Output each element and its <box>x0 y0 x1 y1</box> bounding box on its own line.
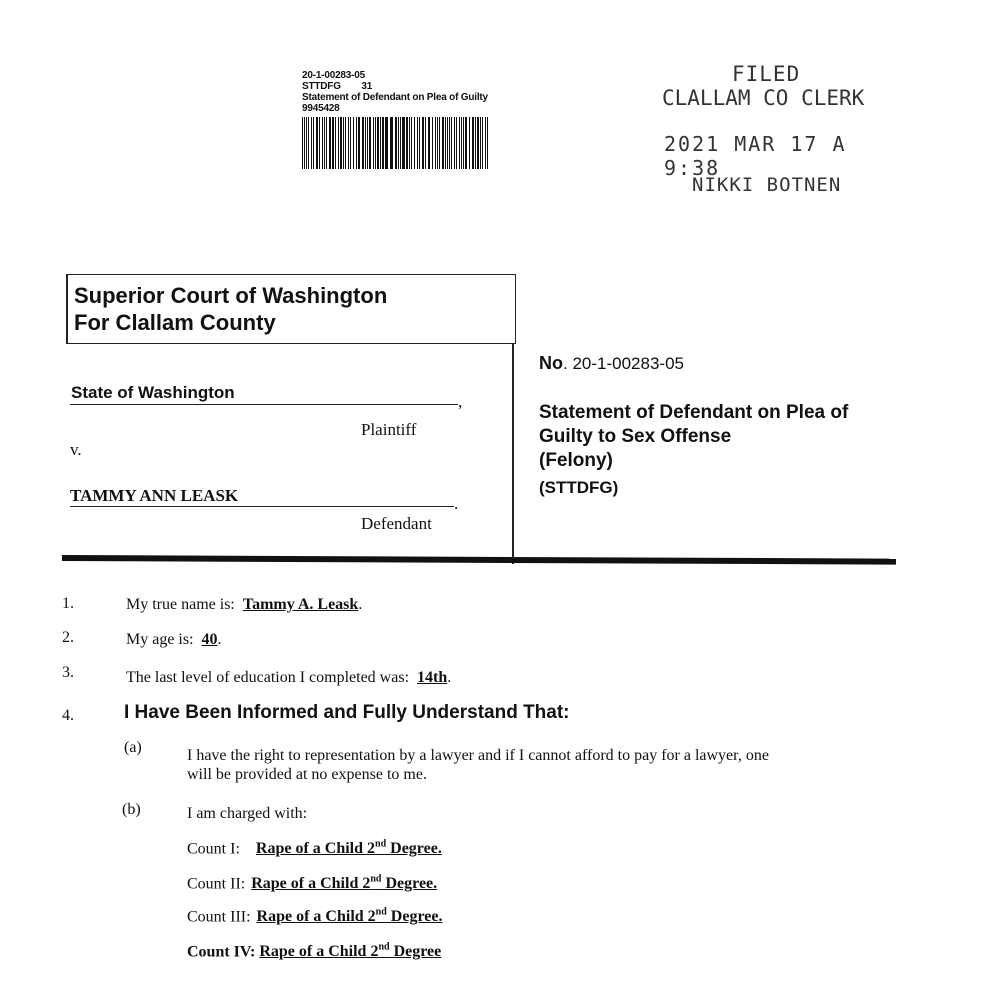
stamp-clerk-name: NIKKI BOTNEN <box>692 174 842 196</box>
item-3 <box>126 669 451 687</box>
document-title <box>539 401 848 473</box>
case-number <box>539 353 684 374</box>
court-county: For Clallam County <box>74 310 276 335</box>
plaintiff-name: State of Washington <box>71 383 235 402</box>
document-code: (STTDFG) <box>539 478 619 497</box>
count-3-sup: nd <box>375 907 387 918</box>
count-3-label: Count III: <box>187 908 251 926</box>
item-1-number: 1. <box>62 595 74 612</box>
item-4b-text: I am charged with: <box>187 805 308 822</box>
item-1-end: . <box>358 596 363 613</box>
stamp-filed: FILED <box>732 62 801 86</box>
count-2-sup: nd <box>370 874 382 885</box>
item-4a-text <box>187 746 769 784</box>
stamp-datetime: 2021 MAR 17 A 9:38 <box>664 132 847 180</box>
barcode-doc-code-text: STTDFG <box>302 81 341 92</box>
versus: v. <box>70 440 82 459</box>
plaintiff-underline <box>70 404 458 405</box>
section-divider <box>62 555 896 565</box>
barcode-doc-number: 31 <box>361 81 373 92</box>
education-value: 14th <box>417 669 448 686</box>
count-4-charge-text: Rape of a Child 2 <box>259 943 379 961</box>
defendant-label: Defendant <box>361 514 432 533</box>
plaintiff-comma: , <box>458 392 463 411</box>
item-3-end: . <box>447 669 452 686</box>
defendant-period: . <box>454 494 459 513</box>
barcode-doc-title: Statement of Defendant on Plea of Guilty <box>302 92 488 103</box>
count-3-charge-rest: Degree. <box>386 908 443 926</box>
item-2-end: . <box>217 631 222 648</box>
item-2-text: My age is: <box>126 631 194 648</box>
count-1-charge-text: Rape of a Child 2 <box>255 840 376 858</box>
count-1-charge <box>256 840 442 857</box>
barcode-id: 9945428 <box>302 103 340 114</box>
count-1-charge-rest: Degree. <box>386 840 442 858</box>
count-1-label: Count I: <box>187 840 240 858</box>
section-4-heading: I Have Been Informed and Fully Understand That: <box>124 702 570 723</box>
defendant-name: TAMMY ANN LEASK <box>70 486 239 505</box>
item-2 <box>126 631 222 649</box>
item-1 <box>126 596 362 614</box>
count-1-sup: nd <box>375 839 387 850</box>
true-name-value: Tammy A. Leask <box>242 596 359 613</box>
barcode-doc-code <box>302 81 532 92</box>
count-1 <box>187 839 442 858</box>
court-header-box <box>66 274 516 344</box>
case-number-value: . 20-1-00283-05 <box>563 354 684 373</box>
item-4a-label: (a) <box>124 739 142 756</box>
count-4-sup: nd <box>378 942 390 953</box>
barcode-graphic <box>302 117 490 169</box>
count-4-charge-rest: Degree <box>389 943 442 961</box>
barcode-label <box>302 70 532 174</box>
court-name: Superior Court of Washington <box>74 283 388 308</box>
count-2-label: Count II: <box>187 875 246 893</box>
count-2-charge-rest: Degree. <box>381 875 438 893</box>
title-line-2: Guilty to Sex Offense <box>539 426 732 447</box>
item-1-text: My true name is: <box>126 596 235 613</box>
count-3-charge-text: Rape of a Child 2 <box>256 908 376 926</box>
count-3 <box>187 907 442 926</box>
defendant-underline <box>70 506 454 507</box>
count-4 <box>187 942 441 961</box>
count-2-charge-text: Rape of a Child 2 <box>251 875 371 893</box>
title-line-3: (Felony) <box>539 450 613 471</box>
plaintiff-label: Plaintiff <box>361 420 417 439</box>
age-value: 40 <box>201 631 218 648</box>
item-4b-label: (b) <box>122 801 141 818</box>
count-2-charge <box>251 875 437 892</box>
stamp-clerk: CLALLAM CO CLERK <box>662 86 865 110</box>
item-4a-line-2: will be provided at no expense to me. <box>187 766 427 783</box>
title-line-1: Statement of Defendant on Plea of <box>539 402 849 423</box>
item-2-number: 2. <box>62 629 74 646</box>
count-2 <box>187 874 437 893</box>
item-3-text: The last level of education I completed was: <box>126 669 410 686</box>
count-3-charge <box>257 908 443 925</box>
barcode-case-number: 20-1-00283-05 <box>302 70 366 81</box>
caption-divider <box>512 344 514 564</box>
item-3-number: 3. <box>62 664 74 681</box>
case-number-label: No <box>539 353 563 373</box>
item-4-number: 4. <box>62 707 74 724</box>
count-4-label: Count IV: <box>187 943 256 961</box>
item-4a-line-1: I have the right to representation by a lawyer and if I cannot afford to pay for a lawyer, one <box>187 747 769 764</box>
count-4-charge <box>259 943 441 960</box>
